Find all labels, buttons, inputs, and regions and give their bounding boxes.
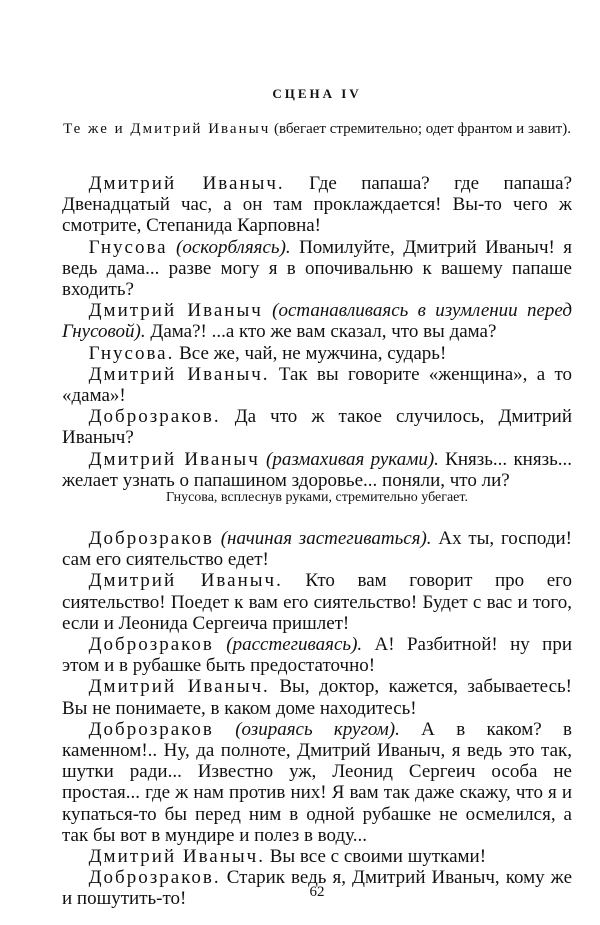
page-number: 62 xyxy=(309,884,325,900)
speaker-name: Дмитрий Иваныч. xyxy=(88,363,270,385)
intro-names: Те же и Дмитрий Иваныч xyxy=(63,121,271,137)
speech xyxy=(62,406,572,448)
stage-direction: (расстегиваясь). xyxy=(213,634,363,656)
speech-text: Старик ведь я, Дмитрий Иваныч, кому же и пошутить-то! xyxy=(62,867,572,910)
speech-text: Все же, чай, не мужчина, сударь! xyxy=(174,342,447,364)
speech-text: Да что ж такое случилось, Дмитрий Иваныч? xyxy=(62,406,572,449)
speech-text: Вы все с своими шутками! xyxy=(264,846,487,868)
speech xyxy=(62,449,572,491)
speech-text: Вы, доктор, кажется, забываетесь! Вы не понимаете, в каком доме находитесь! xyxy=(62,676,572,719)
dialogue-block-2 xyxy=(62,528,572,910)
stage-direction: (начиная застегиваться). xyxy=(213,528,432,549)
stage-intro xyxy=(62,120,572,138)
speaker-name: Доброзраков xyxy=(88,718,214,740)
speaker-name: Гнусова. xyxy=(88,342,175,364)
stage-direction: (оскорбляясь). xyxy=(167,236,291,258)
stage-direction: (размахивая руками). xyxy=(259,448,439,470)
speaker-name: Доброзраков xyxy=(88,528,214,549)
speech xyxy=(62,237,572,301)
speech-text: Где папаша? где папаша? Двенадцатый час, а он там проклаждается! Вы-то чего ж смотрите, Степанида Карповна! xyxy=(62,173,572,237)
intro-direction: (вбегает стремительно; одет франтом и завит). xyxy=(273,121,571,137)
speech xyxy=(62,719,572,846)
speaker-name: Доброзраков. xyxy=(88,406,221,428)
speech-text: Кто вам говорит про его сиятельство! Поедет к вам его сиятельство! Будет с вас и того, если и Леонида Сергеича пришлет! xyxy=(62,570,573,634)
speaker-name: Дмитрий Иваныч xyxy=(88,448,260,470)
speech-text: А в каком? в каменном!.. Ну, да полноте, Дмитрий Иваныч, я ведь это так, шутки ради... Известно уж, Леонид Сергеич особа не простая... где ж нам против них! Я вам так даже скажу, что я и купаться-то бы перед ним в одной рубашке не осмелился, а так бы вот в мундире и полез в воду... xyxy=(62,718,572,846)
speech xyxy=(62,634,572,676)
stage-direction: (озираясь кругом). xyxy=(213,718,400,740)
speech xyxy=(62,676,572,718)
speaker-name: Дмитрий Иваныч. xyxy=(88,846,265,868)
speech xyxy=(62,173,572,237)
speaker-name: Дмитрий Иваныч. xyxy=(88,173,285,194)
speaker-name: Гнусова xyxy=(88,236,168,258)
speech xyxy=(62,846,572,867)
speech-text: Князь... князь... желает узнать о папашином здоровье... поняли, что ли? xyxy=(62,448,572,491)
speaker-name: Дмитрий Иваныч xyxy=(88,300,263,322)
speech-text: Дама?! ...а кто же вам сказал, что вы дама? xyxy=(145,321,497,343)
speech-text: Так вы говорите «женщина», а то «дама»! xyxy=(62,363,572,407)
speech-text: Ах ты, господи! сам его сиятельство едет! xyxy=(62,528,572,571)
speech-text: А! Разбитной! ну при этом и в рубашке быть предостаточно! xyxy=(62,634,573,677)
dialogue-block-1 xyxy=(62,173,572,491)
speech xyxy=(62,364,572,406)
scene-title: СЦЕНА IV xyxy=(272,86,362,101)
speech xyxy=(62,343,572,364)
stage-direction: (останавливаясь в изумлении перед Гнусовой). xyxy=(62,300,572,343)
speech xyxy=(62,528,572,570)
speaker-name: Доброзраков xyxy=(88,634,214,656)
speech-text: Помилуйте, Дмитрий Иваныч! я ведь дама... разве могу я в опочивальню к вашему папаше входить? xyxy=(62,236,572,301)
speaker-name: Доброзраков. xyxy=(88,867,221,889)
stage-direction-exit: Гнусова, всплеснув руками, стремительно убегает. xyxy=(166,490,468,505)
speaker-name: Дмитрий Иваныч. xyxy=(88,570,283,592)
speech xyxy=(62,300,572,342)
speech xyxy=(62,570,572,634)
speaker-name: Дмитрий Иваныч. xyxy=(88,676,270,698)
